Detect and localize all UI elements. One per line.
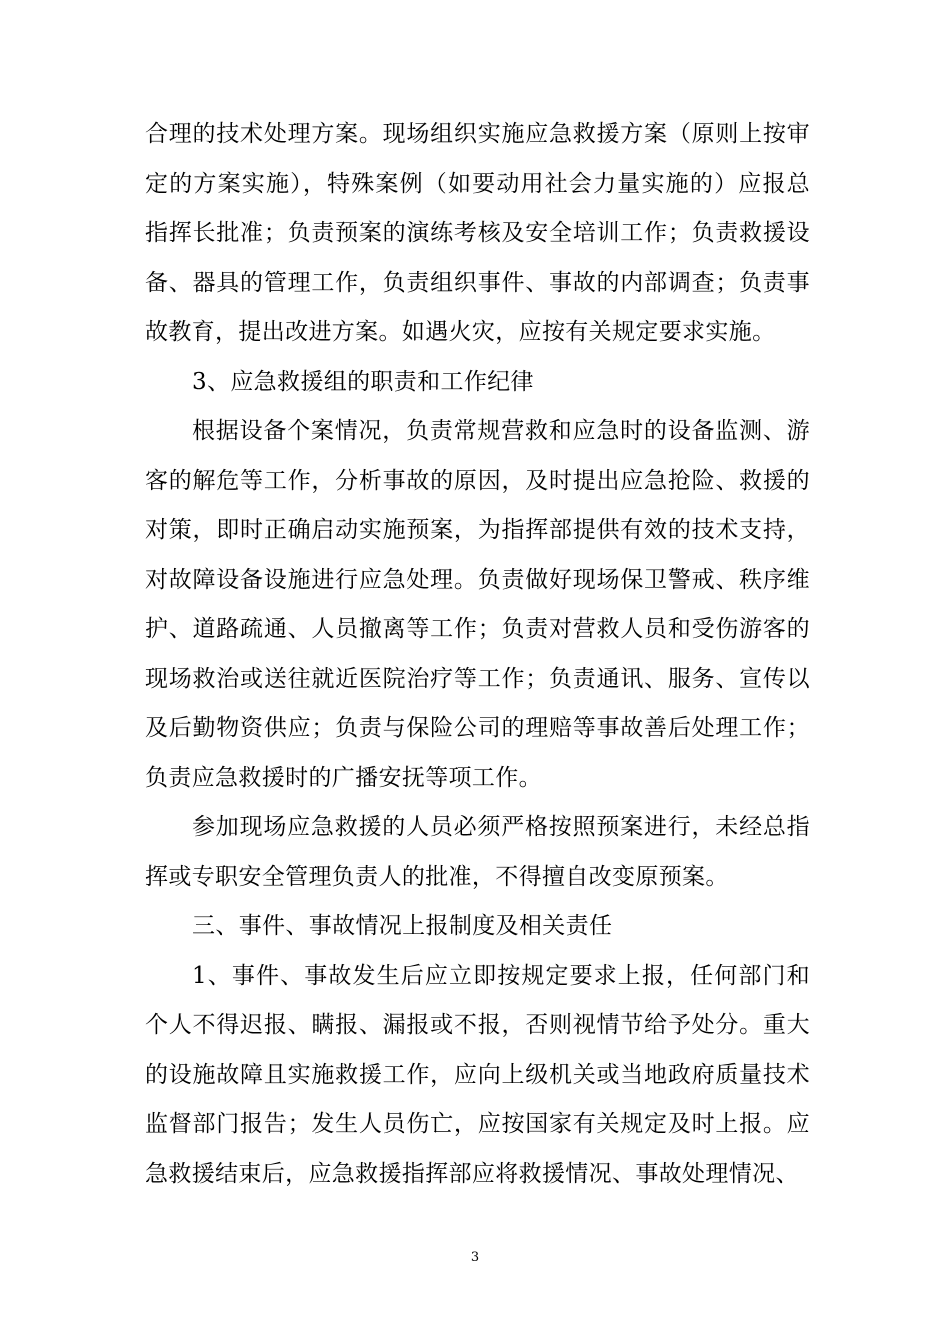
paragraph-rescue-group-duties: 根据设备个案情况，负责常规营救和应急时的设备监测、游客的解危等工作，分析事故的原因，及时提出应急抢险、救援的对策，即时正确启动实施预案，为指挥部提供有效的技术支持，对故障设备设施进行应急处理。负责做好现场保卫警戒、秩序维护、道路疏通、人员撤离等工作；负责对营救人员和受伤游客的现场救治或送往就近医院治疗等工作；负责通讯、服务、宣传以及后勤物资供应；负责与保险公司的理赔等事故善后处理工作；负责应急救援时的广播安抚等项工作。 (145, 418, 810, 791)
page-number: 3 (470, 1250, 480, 1265)
paragraph-1: 合理的技术处理方案。现场组织实施应急救援方案（原则上按审定的方案实施），特殊案例（如要动用社会力量实施的）应报总指挥长批准；负责预案的演练考核及安全培训工作；负责救援设备、器具的管理工作，负责组织事件、事故的内部调查；负责事故教育，提出改进方案。如遇火灾，应按有关规定要求实施。 (145, 121, 810, 345)
section-heading-3-emergency-rescue-group: 3、应急救援组的职责和工作纪律 (192, 368, 534, 395)
paragraph-reporting-rules: 1、事件、事故发生后应立即按规定要求上报，任何部门和个人不得迟报、瞒报、漏报或不报，否则视情节给予处分。重大的设施故障且实施救援工作，应向上级机关或当地政府质量技术监督部门报告；发生人员伤亡，应按国家有关规定及时上报。应急救援结束后，应急救援指挥部应将救援情况、事故处理情况、 (145, 962, 810, 1187)
body-text (145, 110, 810, 1199)
paragraph-rescue-discipline: 参加现场应急救援的人员必须严格按照预案进行，未经总指挥或专职安全管理负责人的批准，不得擅自改变原预案。 (145, 814, 810, 890)
section-heading-reporting-system: 三、事件、事故情况上报制度及相关责任 (192, 913, 613, 939)
